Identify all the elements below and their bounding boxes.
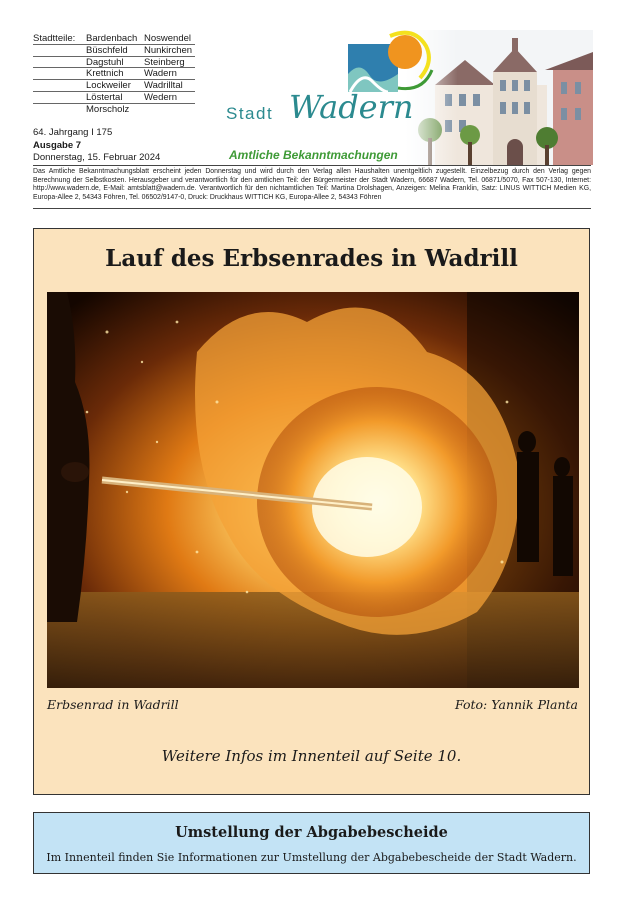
divider: [33, 165, 591, 166]
district-name: Büschfeld: [86, 44, 128, 56]
feature-box: [33, 228, 590, 795]
photo-caption: Erbsenrad in Wadrill: [47, 697, 179, 712]
district-name: Wadrilltal: [144, 80, 183, 92]
notice-text: Im Innenteil finden Sie Informationen zur Umstellung der Abgabebescheide der Stadt Wadern.: [46, 851, 577, 864]
logo-stadt-text: Stadt: [226, 104, 274, 123]
issue-info: [33, 127, 160, 165]
district-row: [33, 80, 195, 92]
notice-title: Umstellung der Abgabebescheide: [175, 824, 448, 841]
district-row: [33, 33, 195, 45]
more-info-text: Weitere Infos im Innenteil auf Seite 10.: [161, 747, 462, 765]
district-name: Nunkirchen: [144, 44, 193, 56]
feature-headline: Lauf des Erbsenrades in Wadrill: [105, 245, 518, 272]
district-name: Morscholz: [86, 103, 130, 115]
district-row: [33, 68, 195, 80]
district-name: Noswendel: [144, 33, 191, 44]
logo-wadern-text: Wadern: [289, 88, 414, 126]
issue-date: Donnerstag, 15. Februar 2024: [33, 152, 161, 163]
fire-wheel-photo: [47, 292, 579, 688]
district-row: [33, 104, 195, 116]
imprint-text: Das Amtliche Bekanntmachungsblatt erscheint jeden Donnerstag und wird durch den Verlag allen Haushalten unentgeltlich zugestellt. Einzelbezug durch den Verlag gegen Berechnung der Selbstkosten. Herausgeber und verantwortlich für den amtlichen Teil: der Bürgermeister der Stadt Wadern, 66687 Wadern, Tel. 06871/5070, Fax 507-130, Internet: http://www.wadern.de, E-Mail: amtsblatt@wadern.de. Verantwortlich für den nichtamtlichen Teil: Martina Drolshagen, Anzeigen: Melina Franklin, Satz: LINUS WITTICH Medien KG, Europa-Allee 2, 54343 Föhren, Tel. 06502/9147-0, Druck: Druckhaus WITTICH KG, Europa-Allee 2, 54343 Föhren: [33, 168, 591, 201]
district-name: Bardenbach: [86, 33, 138, 44]
district-row: [33, 92, 195, 104]
publication-subtitle: Amtliche Bekanntmachungen: [229, 148, 398, 162]
district-name: Steinberg: [144, 56, 185, 68]
volume-number: 64. Jahrgang I 175: [33, 127, 113, 138]
district-row: [33, 57, 195, 69]
edition-number: Ausgabe 7: [33, 139, 82, 151]
photo-credit: Foto: Yannik Planta: [454, 697, 578, 712]
district-row: [33, 45, 195, 57]
district-name: Lockweiler: [86, 80, 131, 92]
districts-label: Stadtteile:: [33, 33, 76, 44]
divider: [33, 208, 591, 209]
districts-list: [33, 33, 195, 116]
district-name: Dagstuhl: [86, 56, 124, 68]
city-logo-emblem: [348, 30, 438, 96]
district-name: Krettnich: [86, 68, 124, 80]
district-name: Wedern: [144, 91, 178, 103]
notice-box: [33, 812, 590, 874]
district-name: Wadern: [144, 68, 177, 80]
district-name: Löstertal: [86, 91, 123, 103]
